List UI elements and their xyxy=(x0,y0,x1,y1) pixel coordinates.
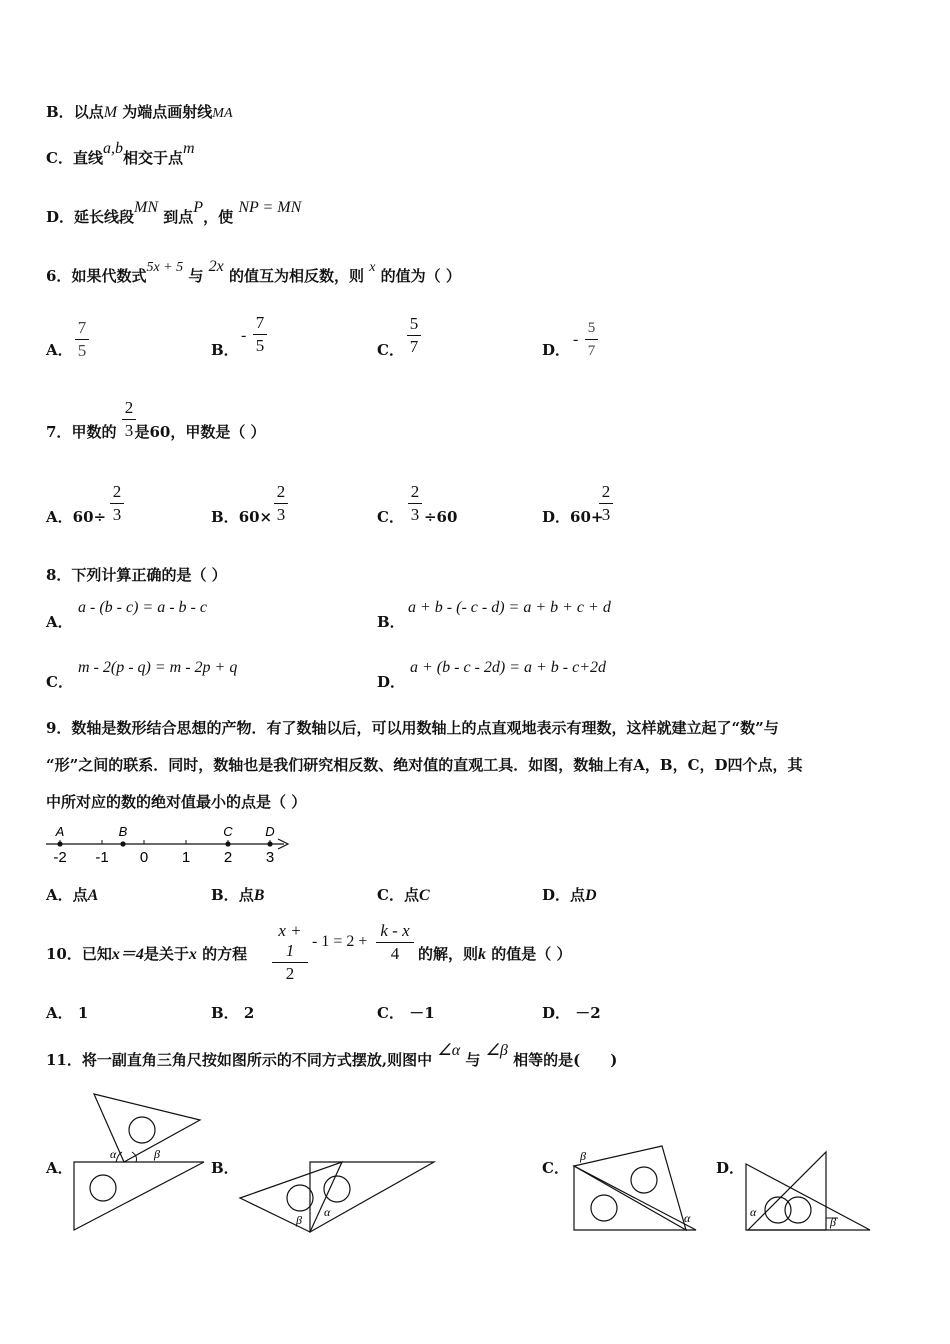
denominator: 3 xyxy=(124,421,134,440)
q10-stem-right xyxy=(418,944,571,965)
option-label: A． xyxy=(46,1004,73,1022)
text: 点 xyxy=(403,886,419,904)
angle-alpha-label: α xyxy=(110,1147,117,1161)
q6-option-b-label: B． xyxy=(211,341,239,359)
fraction-bar xyxy=(408,503,422,504)
text: 点 xyxy=(570,886,586,904)
triangle-hole xyxy=(129,1117,155,1143)
q11-option-c-label: C． xyxy=(542,1159,569,1177)
math-expr: 2x xyxy=(208,258,224,275)
text: 以点 xyxy=(73,103,104,121)
numerator: 2 xyxy=(601,482,611,501)
q10-equation-middle: - 1 = 2 + xyxy=(312,933,368,950)
triangle xyxy=(574,1146,686,1230)
q10-option-c xyxy=(377,1003,435,1023)
angle-alpha: ∠α xyxy=(437,1042,461,1059)
denominator: 5 xyxy=(77,341,87,360)
q6-option-b-sign: - xyxy=(241,327,247,344)
math-var: M xyxy=(103,104,118,121)
fraction-bar xyxy=(585,339,598,340)
question-number: 11． xyxy=(46,1051,82,1069)
text: 点 xyxy=(238,886,254,904)
number-line xyxy=(40,820,300,870)
q10-fraction-2 xyxy=(376,921,414,964)
q11-option-a-label: A． xyxy=(46,1159,73,1177)
tick-label: 1 xyxy=(181,849,191,866)
option-label: B． xyxy=(211,508,239,526)
option-label: D． xyxy=(46,208,75,226)
fraction-bar xyxy=(110,503,124,504)
q9-option-c xyxy=(377,885,430,906)
q10-option-b xyxy=(211,1003,254,1023)
triangle-hole xyxy=(591,1195,617,1221)
option-value: －1 xyxy=(409,1004,435,1022)
q6-option-a-fraction xyxy=(75,318,89,361)
text: 是关于 xyxy=(143,945,189,963)
math-var: k xyxy=(478,946,487,963)
q8-option-a-expr: a - (b - c) = a - b - c xyxy=(78,599,207,616)
angle-beta-label: β xyxy=(296,1213,302,1227)
text: 如果代数式 xyxy=(71,267,147,285)
tick-label: 2 xyxy=(223,849,233,866)
text: 与 xyxy=(465,1051,481,1069)
option-label: C． xyxy=(377,1004,404,1022)
point-label-a: A xyxy=(55,824,65,839)
triangle-hole xyxy=(785,1197,811,1223)
math-var: a,b xyxy=(102,140,123,157)
option-label: D． xyxy=(542,886,571,904)
q10-stem-left xyxy=(46,944,247,965)
text: 甲数的 xyxy=(71,423,117,441)
fraction-bar xyxy=(407,335,421,336)
numerator: x + 1 xyxy=(278,921,302,960)
question-number: 7． xyxy=(46,423,72,441)
text: 的值是（ ） xyxy=(491,945,572,963)
text: 与 xyxy=(188,267,204,285)
numerator: 2 xyxy=(124,398,134,417)
point-name: B xyxy=(253,887,265,904)
text: 60× xyxy=(238,508,273,526)
q10-option-d xyxy=(542,1003,601,1023)
option-label: C． xyxy=(377,886,404,904)
denominator: 3 xyxy=(410,505,420,524)
math-var: MA xyxy=(212,106,233,121)
angle-beta: ∠β xyxy=(485,1042,508,1059)
math-var: x xyxy=(369,260,376,275)
denominator: 7 xyxy=(587,343,596,359)
tick-label: -2 xyxy=(53,849,67,866)
denominator: 5 xyxy=(255,336,265,355)
q7-option-a xyxy=(46,507,106,527)
point-label-d: D xyxy=(265,824,275,839)
math-expr: NP = MN xyxy=(238,199,302,216)
angle-alpha-label: α xyxy=(750,1205,757,1219)
q9-stem-line2: “形”之间的联系．同时，数轴也是我们研究相反数、绝对值的直观工具．如图，数轴上有A，B，C，D四个点，其 xyxy=(46,756,803,774)
numerator: 7 xyxy=(77,318,87,337)
q6-option-b-fraction xyxy=(253,313,267,356)
q9-stem-line3: 中所对应的数的绝对值最小的点是（ ） xyxy=(46,793,307,811)
point-b xyxy=(120,841,125,846)
question-number: 10． xyxy=(46,945,82,963)
text: 延长线段 xyxy=(74,208,135,226)
tick-label: 3 xyxy=(265,849,275,866)
q6-stem xyxy=(46,258,461,288)
option-value: 2 xyxy=(243,1004,255,1022)
fraction-bar xyxy=(272,962,308,963)
point-label-b: B xyxy=(118,824,128,839)
tick-label: 0 xyxy=(139,849,149,866)
option-label: C． xyxy=(377,508,404,526)
text: 相等的是( ) xyxy=(513,1051,618,1069)
q10-option-a xyxy=(46,1003,88,1023)
text: 已知 xyxy=(81,945,112,963)
q11-option-d-label: D． xyxy=(716,1159,745,1177)
option-label: A． xyxy=(46,886,73,904)
q7-option-d-fraction xyxy=(599,482,613,525)
q6-option-d-label: D． xyxy=(542,341,571,359)
denominator: 7 xyxy=(409,337,419,356)
point-name: C xyxy=(418,887,430,904)
text: 相交于点 xyxy=(122,149,183,167)
triangle xyxy=(746,1164,870,1230)
fraction-bar xyxy=(599,503,613,504)
option-label: B． xyxy=(211,1004,239,1022)
point-a xyxy=(57,841,62,846)
option-label: D． xyxy=(542,508,571,526)
text: 将一副直角三角尺按如图所示的不同方式摆放,则图中 xyxy=(81,1051,433,1069)
q7-option-d xyxy=(542,507,603,527)
text: 的解，则 xyxy=(418,945,479,963)
option-label: B． xyxy=(211,886,239,904)
triangle xyxy=(574,1166,696,1230)
angle-alpha-label: α xyxy=(684,1211,691,1225)
numerator: 5 xyxy=(587,320,596,336)
q8-option-d-label: D． xyxy=(377,673,406,691)
option-value: 1 xyxy=(77,1004,89,1022)
point-d xyxy=(267,841,272,846)
math-expr: x＝4 xyxy=(111,946,144,963)
q8-option-d-expr: a + (b - c - 2d) = a + b - c+2d xyxy=(410,659,607,676)
text: 到点 xyxy=(163,208,194,226)
text: 为端点画射线 xyxy=(122,103,213,121)
q8-option-b-label: B． xyxy=(377,613,405,631)
angle-alpha-label: α xyxy=(324,1205,331,1219)
numerator: 2 xyxy=(112,482,122,501)
triangle-hole xyxy=(287,1185,313,1211)
triangle-hole xyxy=(631,1167,657,1193)
q7-option-b xyxy=(211,507,272,527)
q7-stem-fraction xyxy=(122,398,136,441)
numerator: 2 xyxy=(410,482,420,501)
q8-option-a-label: A． xyxy=(46,613,73,631)
angle-beta-label: β xyxy=(830,1215,836,1229)
q8-option-c-label: C． xyxy=(46,673,73,691)
q11-figure-d xyxy=(742,1140,882,1240)
text: 的方程 xyxy=(202,945,248,963)
fraction-bar xyxy=(75,339,89,340)
q7-stem xyxy=(46,422,266,442)
numerator: 2 xyxy=(276,482,286,501)
math-expr: 5x + 5 xyxy=(146,260,184,275)
angle-arc xyxy=(116,1152,122,1162)
q10-fraction-1 xyxy=(272,921,308,984)
q5-option-d xyxy=(46,199,302,228)
math-var: MN xyxy=(134,199,159,216)
fraction-bar xyxy=(122,419,136,420)
triangle-hole xyxy=(765,1197,791,1223)
question-number: 6． xyxy=(46,267,72,285)
text: 点 xyxy=(72,886,88,904)
q7-option-b-fraction xyxy=(274,482,288,525)
denominator: 3 xyxy=(276,505,286,524)
text: 直线 xyxy=(72,149,103,167)
point-label-c: C xyxy=(223,824,233,839)
q9-option-a xyxy=(46,885,98,906)
q6-option-c-fraction xyxy=(407,314,421,357)
q6-option-d-sign: - xyxy=(573,331,579,348)
q9-stem-line1: 9．数轴是数形结合思想的产物．有了数轴以后，可以用数轴上的点直观地表示有理数，这样就建立起了“数”与 xyxy=(46,719,779,737)
point-name: A xyxy=(87,887,99,904)
option-label: D． xyxy=(542,1004,571,1022)
triangle xyxy=(310,1162,434,1232)
q5-option-c xyxy=(46,140,195,169)
option-label: A． xyxy=(46,508,73,526)
option-value: －2 xyxy=(575,1004,601,1022)
q11-figure-a xyxy=(70,1090,210,1240)
math-var: x xyxy=(188,946,197,963)
fraction-bar xyxy=(274,503,288,504)
triangle xyxy=(748,1152,826,1230)
q9-option-d xyxy=(542,885,597,906)
q6-option-d-fraction xyxy=(585,318,598,361)
q6-option-a-label: A． xyxy=(46,341,73,359)
q5-option-b xyxy=(46,102,233,124)
q8-option-c-expr: m - 2(p - q) = m - 2p + q xyxy=(78,659,238,676)
triangle-hole xyxy=(324,1176,350,1202)
option-label: B． xyxy=(46,103,74,121)
fraction-bar xyxy=(376,942,414,943)
point-c xyxy=(225,841,230,846)
denominator: 2 xyxy=(285,964,295,983)
math-var: m xyxy=(182,140,195,157)
text: ÷60 xyxy=(423,508,458,526)
q7-option-a-fraction xyxy=(110,482,124,525)
option-label: C． xyxy=(46,149,73,167)
denominator: 4 xyxy=(390,944,400,963)
q11-figure-b xyxy=(238,1158,438,1243)
q9-option-b xyxy=(211,885,264,906)
denominator: 3 xyxy=(112,505,122,524)
q8-option-b-expr: a + b - (- c - d) = a + b + c + d xyxy=(408,599,611,616)
text: 60+ xyxy=(570,508,604,526)
math-var: P xyxy=(193,199,204,216)
text: 60÷ xyxy=(72,508,107,526)
text: 是60，甲数是（ ） xyxy=(134,423,266,441)
text: 的值互为相反数，则 xyxy=(228,267,364,285)
q8-stem: 8．下列计算正确的是（ ） xyxy=(46,566,227,584)
q11-option-b-label: B． xyxy=(211,1159,239,1177)
angle-beta-label: β xyxy=(580,1149,586,1163)
q6-option-c-label: C． xyxy=(377,341,404,359)
tick-label: -1 xyxy=(95,849,109,866)
numerator: 7 xyxy=(255,313,265,332)
angle-beta-label: β xyxy=(154,1147,160,1161)
triangle-hole xyxy=(90,1175,116,1201)
q7-option-c-fraction xyxy=(408,482,422,525)
text: ，使 xyxy=(203,208,234,226)
text: 的值为（ ） xyxy=(380,267,461,285)
numerator: 5 xyxy=(409,314,419,333)
denominator: 3 xyxy=(601,505,611,524)
numerator: k - x xyxy=(380,921,410,940)
q11-stem xyxy=(46,1042,618,1071)
point-name: D xyxy=(585,887,597,904)
q11-figure-c xyxy=(568,1140,708,1240)
fraction-bar xyxy=(253,334,267,335)
